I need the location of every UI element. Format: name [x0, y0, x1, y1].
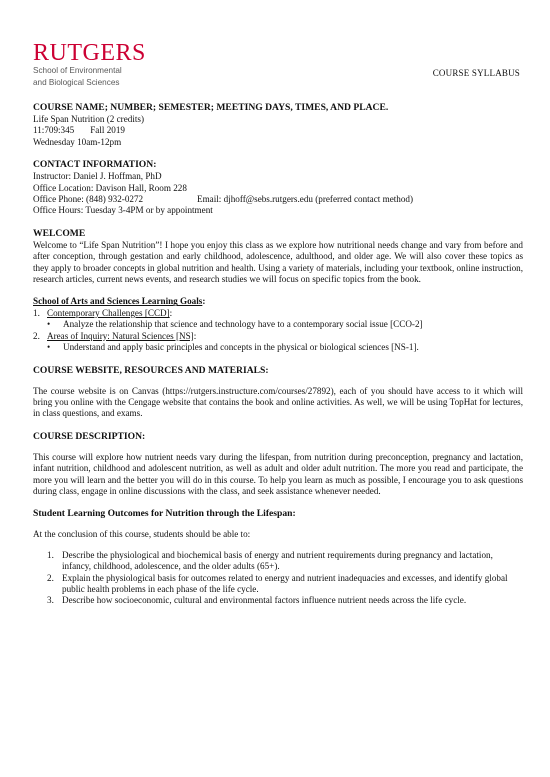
- website-text: The course website is on Canvas (https://rutgers.instructure.com/courses/27892), each of you should have access to it which will bring you online with the Cengage website that contains the book and online activities. As well, we will be using TopHat for lectures, in class questions, and exams.: [33, 385, 523, 419]
- welcome-heading: WELCOME: [33, 227, 86, 239]
- outcome-text: Explain the physiological basis for outcomes related to energy and nutrient inadequacies and excesses, and identify global public health problems in each phase of the life cycle.: [62, 572, 508, 594]
- goal-title-text: Contemporary Challenges [CCD]: [47, 307, 170, 318]
- outcome-number: 2.: [47, 572, 54, 583]
- course-info-heading: COURSE NAME; NUMBER; SEMESTER; MEETING DAYS, TIMES, AND PLACE.: [33, 102, 389, 113]
- office-phone: Office Phone: (848) 932-0272: [33, 194, 144, 205]
- goal-title-text: Areas of Inquiry: Natural Sciences [NS]: [47, 330, 194, 341]
- description-heading: COURSE DESCRIPTION:: [33, 430, 146, 442]
- goal-bullet-text: Analyze the relationship that science and technology have to a contemporary social issue [CCO-2]: [63, 319, 423, 330]
- course-meeting: Wednesday 10am-12pm: [33, 136, 122, 147]
- description-text: This course will explore how nutrient needs vary during the lifespan, from nutrition during preconception, pregnancy and lactation, infant nutrition, childhood and adolescent nutrition, as well as adult and older adult nutrition. The more you read and participate, the more you will learn and the better you will do in this course. To help you learn as much as possible, I encourage you to ask questions during class, engage in online discussions with the class, and seek assistance whenever needed.: [33, 451, 523, 496]
- outcome-text: Describe the physiological and biochemical basis of energy and nutrient requirements during pregnancy and lactation, infancy, childhood, adolescence, and the older adults (65+).: [62, 549, 493, 572]
- outcome-item: [47, 595, 523, 606]
- website-heading: COURSE WEBSITE, RESOURCES AND MATERIALS:: [33, 364, 269, 376]
- goal-item: [33, 308, 523, 319]
- document-body: [33, 102, 523, 607]
- course-number-semester: [33, 125, 523, 136]
- outcome-text: Describe how socioeconomic, cultural and environmental factors influence nutrient needs across the life cycle.: [62, 595, 467, 606]
- outcomes-intro: At the conclusion of this course, students should be able to:: [33, 529, 251, 540]
- course-name: Life Span Nutrition (2 credits): [33, 114, 144, 124]
- outcome-item: [47, 550, 523, 573]
- course-number: 11:709:345: [33, 125, 75, 136]
- outcome-number: 1.: [47, 549, 54, 560]
- course-semester: Fall 2019: [90, 125, 125, 136]
- logo-wordmark: RUTGERS: [33, 40, 146, 66]
- instructor: Instructor: Daniel J. Hoffman, PhD: [33, 171, 162, 182]
- goal-title: [47, 331, 196, 342]
- outcome-item: [47, 573, 523, 596]
- bullet-icon: •: [47, 319, 51, 330]
- bullet-icon: •: [47, 342, 51, 353]
- outcome-number: 3.: [47, 595, 54, 606]
- goals-heading-text: School of Arts and Sciences Learning Goals: [33, 296, 203, 307]
- outcomes-list: [33, 550, 523, 607]
- goal-bullet: [33, 342, 523, 353]
- email[interactable]: Email: djhoff@sebs.rutgers.edu (preferred contact method): [197, 194, 414, 205]
- phone-email-row: [33, 194, 523, 205]
- goals-heading-colon: :: [202, 296, 206, 307]
- logo-subtitle-line1: School of Environmental: [33, 66, 122, 75]
- office-hours: Office Hours: Tuesday 3-4PM or by appointment: [33, 205, 213, 216]
- contact-heading: CONTACT INFORMATION:: [33, 159, 157, 171]
- welcome-text: Welcome to “Life Span Nutrition”! I hope you enjoy this class as we explore how nutritional needs change and vary from before and after conception, through gestation and early childhood, adolescence, adulthood, and older age. We will also cover these topics as they apply to broader concepts in global nutrition and health. Using a variety of materials, including your textbook, online instruction, research articles, current news events, and research studies we will focus on specific topics from the book.: [33, 239, 523, 285]
- goals-heading: [33, 296, 523, 307]
- goal-item: [33, 331, 523, 342]
- goal-title: [47, 308, 172, 319]
- goal-bullet-text: Understand and apply basic principles and concepts in the physical or biological sciences [NS-1].: [63, 342, 419, 353]
- logo-subtitle-line2: and Biological Sciences: [33, 78, 120, 87]
- goal-number: 1.: [33, 307, 40, 318]
- goal-bullet: [33, 319, 523, 330]
- outcomes-heading: Student Learning Outcomes for Nutrition through the Lifespan:: [33, 508, 296, 520]
- goal-title-colon: :: [169, 307, 173, 318]
- office-location: Office Location: Davison Hall, Room 228: [33, 182, 187, 193]
- goal-title-colon: :: [193, 330, 197, 341]
- doc-label: COURSE SYLLABUS: [432, 68, 520, 78]
- rutgers-logo: [33, 42, 146, 88]
- goal-number: 2.: [33, 330, 40, 341]
